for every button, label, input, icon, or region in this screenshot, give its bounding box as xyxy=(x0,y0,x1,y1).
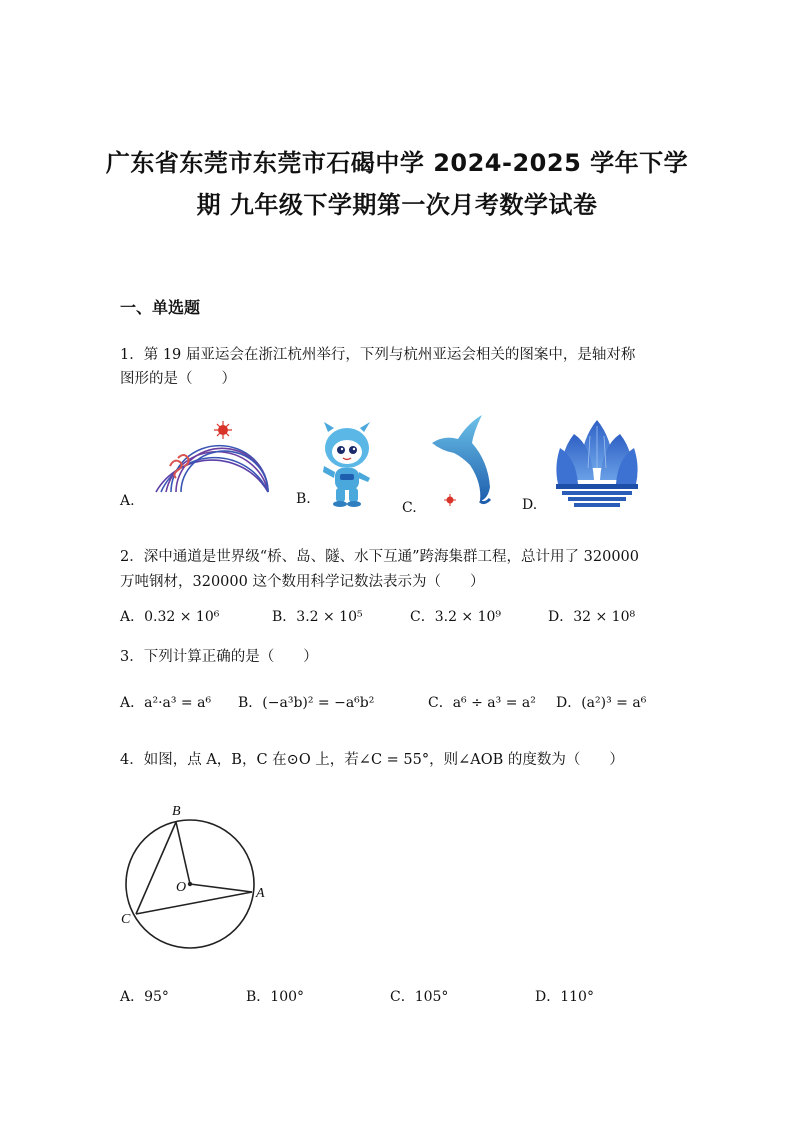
q3-option-b: B．(−a³b)² = −a⁶b² xyxy=(238,695,375,711)
q2-option-b: B．3.2 × 10⁵ xyxy=(272,609,363,625)
q1-option-a-label: A. xyxy=(120,493,135,509)
point-label-b: B xyxy=(172,804,181,819)
segment-ob xyxy=(176,822,190,884)
q2-option-c: C．3.2 × 10⁹ xyxy=(410,609,502,625)
q1-option-d-label: D. xyxy=(522,497,538,513)
q1-option-b-label: B. xyxy=(296,491,311,507)
q4-option-a: A．95° xyxy=(120,989,169,1005)
q4-option-b: B．100° xyxy=(246,989,305,1005)
segment-oa xyxy=(190,884,252,892)
point-label-o: O xyxy=(176,880,187,895)
q3-option-d: D．(a²)³ = a⁶ xyxy=(556,695,647,711)
q3-option-c: C．a⁶ ÷ a³ = a² xyxy=(428,695,536,711)
q4-option-c: C．105° xyxy=(390,989,449,1005)
q1-stem-line-2: 图形的是（ ） xyxy=(120,371,236,387)
title-line-2: 期 九年级下学期第一次月考数学试卷 xyxy=(196,191,598,219)
q4-stem: 4．如图，点 A，B，C 在⊙O 上，若∠C = 55°，则∠AOB 的度数为（ ） xyxy=(120,752,624,768)
whale-tail-image xyxy=(428,413,498,511)
point-label-c: C xyxy=(121,912,131,927)
q2-stem-line-1: 2．深中通道是世界级“桥、岛、隧、水下互通”跨海集群工程，总计用了 320000 xyxy=(120,549,640,565)
section-heading: 一、单选题 xyxy=(120,298,201,317)
circle-diagram xyxy=(114,800,274,960)
center-point-o xyxy=(188,882,192,886)
segment-cb xyxy=(136,822,176,914)
title-line-1: 广东省东莞市东莞市石碣中学 2024-2025 学年下学 xyxy=(105,149,689,177)
q1-stem-line-1: 1．第 19 届亚运会在浙江杭州举行，下列与杭州亚运会相关的图案中，是轴对称 xyxy=(120,347,636,363)
q1-option-c-label: C. xyxy=(402,500,417,516)
q3-option-a: A．a²·a³ = a⁶ xyxy=(120,695,212,711)
mascot-figure-image xyxy=(318,420,376,508)
q3-stem: 3．下列计算正确的是（ ） xyxy=(120,649,318,665)
point-label-a: A xyxy=(256,886,265,901)
lotus-stadium-image xyxy=(554,418,640,510)
q2-option-d: D．32 × 10⁸ xyxy=(548,609,636,625)
segment-ca xyxy=(136,892,252,914)
rainbow-fan-emblem-image xyxy=(148,418,273,496)
q4-option-d: D．110° xyxy=(535,989,594,1005)
q2-stem-line-2: 万吨钢材，320000 这个数用科学记数法表示为（ ） xyxy=(120,574,485,590)
q2-option-a: A．0.32 × 10⁶ xyxy=(120,609,220,625)
